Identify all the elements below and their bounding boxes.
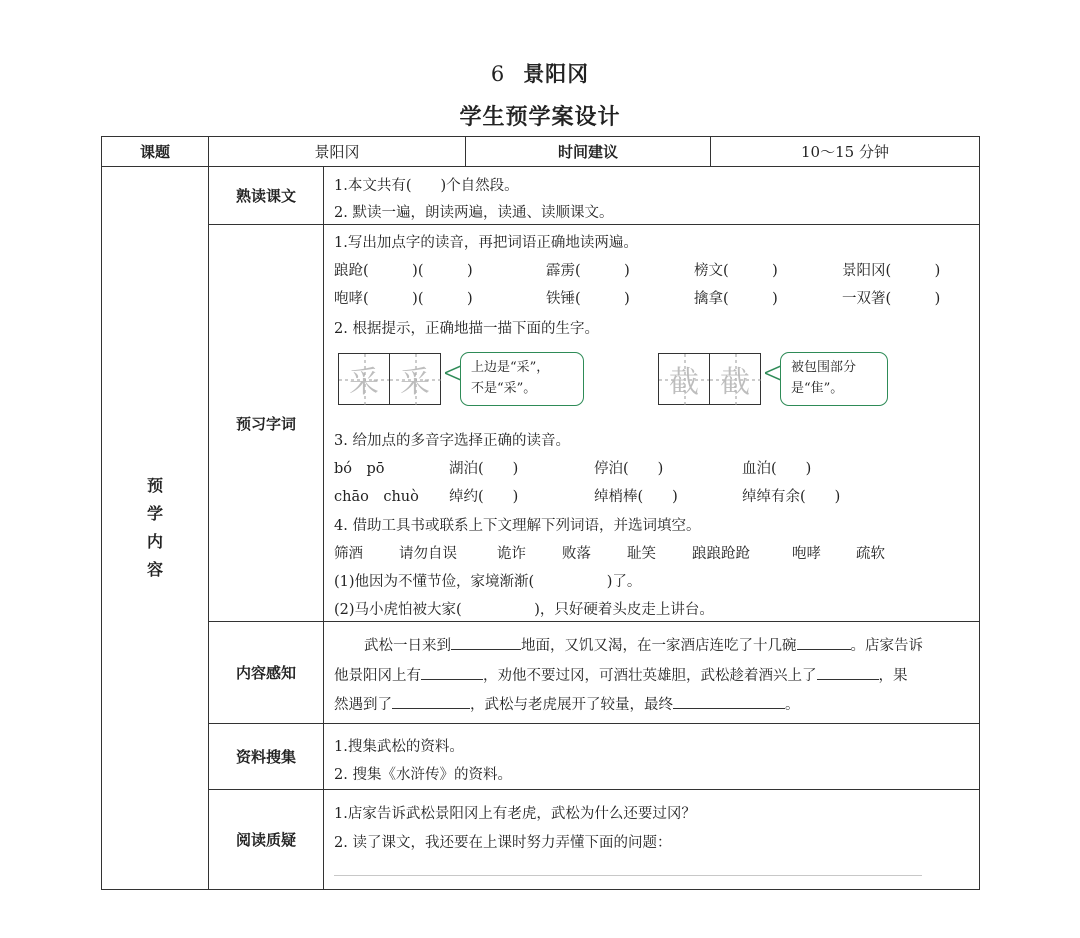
- content-paragraph-line-2: 他景阳冈上有 ，劝他不要过冈，可酒壮英雄胆，武松趁着酒兴上了 ，果: [334, 664, 908, 685]
- words-label: 预习字词: [235, 414, 296, 433]
- answer-blank[interactable]: [451, 635, 521, 650]
- polyphone-item: 停泊( ): [594, 461, 664, 477]
- fill-blank-1: (1)他因为不懂节俭，家境渐渐( )了。: [334, 574, 642, 590]
- vocab-item: 景阳冈( ): [842, 263, 941, 279]
- word-bank-item: 踉踉跄跄: [692, 546, 750, 562]
- word-bank-item: 筛酒: [334, 546, 363, 562]
- vocab-item: 咆哮( )( ): [334, 291, 473, 307]
- reading-label: 熟读课文: [235, 187, 296, 205]
- questions-line-2: 2. 读了课文，我还要在上课时努力弄懂下面的问题：: [334, 835, 672, 851]
- content-paragraph-line-1: 武松一日来到 地面，又饥又渴，在一家酒店连吃了十几碗 。店家告诉: [334, 634, 923, 655]
- tracing-tip-2: 被包围部分 是“隹”。: [780, 352, 888, 406]
- tracing-box: 截: [709, 353, 761, 405]
- materials-line-1: 1.搜集武松的资料。: [334, 739, 464, 755]
- topic-value: 景阳冈: [314, 143, 360, 161]
- answer-blank[interactable]: [421, 665, 483, 680]
- word-bank-item: 咆哮: [792, 546, 821, 562]
- words-question-4: 4. 借助工具书或联系上下文理解下列词语，并选词填空。: [334, 518, 701, 534]
- word-bank-item: 诡诈: [497, 546, 526, 562]
- polyphone-item: 绰梢棒( ): [594, 489, 678, 505]
- word-bank-item: 败落: [562, 546, 591, 562]
- polyphone-item: 血泊( ): [742, 461, 812, 477]
- time-value: 10～15 分钟: [801, 143, 889, 161]
- fill-blank-2: (2)马小虎怕被大家( )，只好硬着头皮走上讲台。: [334, 602, 714, 618]
- reading-line-2: 2. 默读一遍，朗读两遍，读通、读顺课文。: [334, 205, 614, 221]
- answer-writing-line[interactable]: [334, 875, 922, 876]
- word-bank-item: 耻笑: [627, 546, 656, 562]
- preview-content-label: 预 学 内 容: [146, 476, 163, 579]
- preview-table: [101, 136, 980, 890]
- polyphone-item: 绰约( ): [449, 489, 519, 505]
- answer-blank[interactable]: [817, 665, 879, 680]
- tracing-tip-1: 上边是“采”， 不是“采”。: [460, 352, 584, 406]
- materials-label: 资料搜集: [235, 748, 296, 766]
- lesson-name: 景阳冈: [523, 61, 590, 86]
- document-title: 学生预学案设计: [459, 105, 621, 130]
- questions-label: 阅读质疑: [235, 831, 296, 849]
- polyphone-item: 绰绰有余( ): [742, 489, 841, 505]
- questions-line-1: 1.店家告诉武松景阳冈上有老虎，武松为什么还要过冈？: [334, 806, 696, 822]
- vocab-item: 踉跄( )( ): [334, 263, 473, 279]
- vocab-item: 霹雳( ): [546, 263, 630, 279]
- tracing-box: 截: [658, 353, 710, 405]
- answer-blank[interactable]: [392, 694, 470, 709]
- words-question-3: 3. 给加点的多音字选择正确的读音。: [334, 433, 570, 449]
- vocab-item: 铁锤( ): [546, 291, 630, 307]
- content-label: 内容感知: [235, 664, 296, 682]
- lesson-title: [0, 58, 1080, 88]
- word-bank-item: 疏软: [856, 546, 885, 562]
- answer-blank[interactable]: [673, 694, 785, 709]
- materials-line-2: 2. 搜集《水浒传》的资料。: [334, 767, 512, 783]
- tracing-box: 采: [338, 353, 390, 405]
- reading-line-1: 1.本文共有( )个自然段。: [334, 178, 519, 194]
- tracing-box: 采: [389, 353, 441, 405]
- pinyin-options: chāo chuò: [334, 489, 419, 505]
- pinyin-options: bó pō: [334, 461, 385, 477]
- polyphone-item: 湖泊( ): [449, 461, 519, 477]
- words-question-1: 1.写出加点字的读音，再把词语正确地读两遍。: [334, 235, 638, 251]
- topic-label: 课题: [139, 143, 170, 161]
- word-bank-item: 请勿自误: [399, 546, 457, 562]
- vocab-item: 擒拿( ): [694, 291, 778, 307]
- vocab-item: 榜文( ): [694, 263, 778, 279]
- words-question-2: 2. 根据提示，正确地描一描下面的生字。: [334, 321, 599, 337]
- answer-blank[interactable]: [797, 635, 851, 650]
- time-label: 时间建议: [557, 143, 618, 161]
- content-paragraph-line-3: 然遇到了 ，武松与老虎展开了较量，最终 。: [334, 693, 800, 714]
- vocab-item: 一双箸( ): [842, 291, 941, 307]
- lesson-number: 6: [490, 62, 506, 86]
